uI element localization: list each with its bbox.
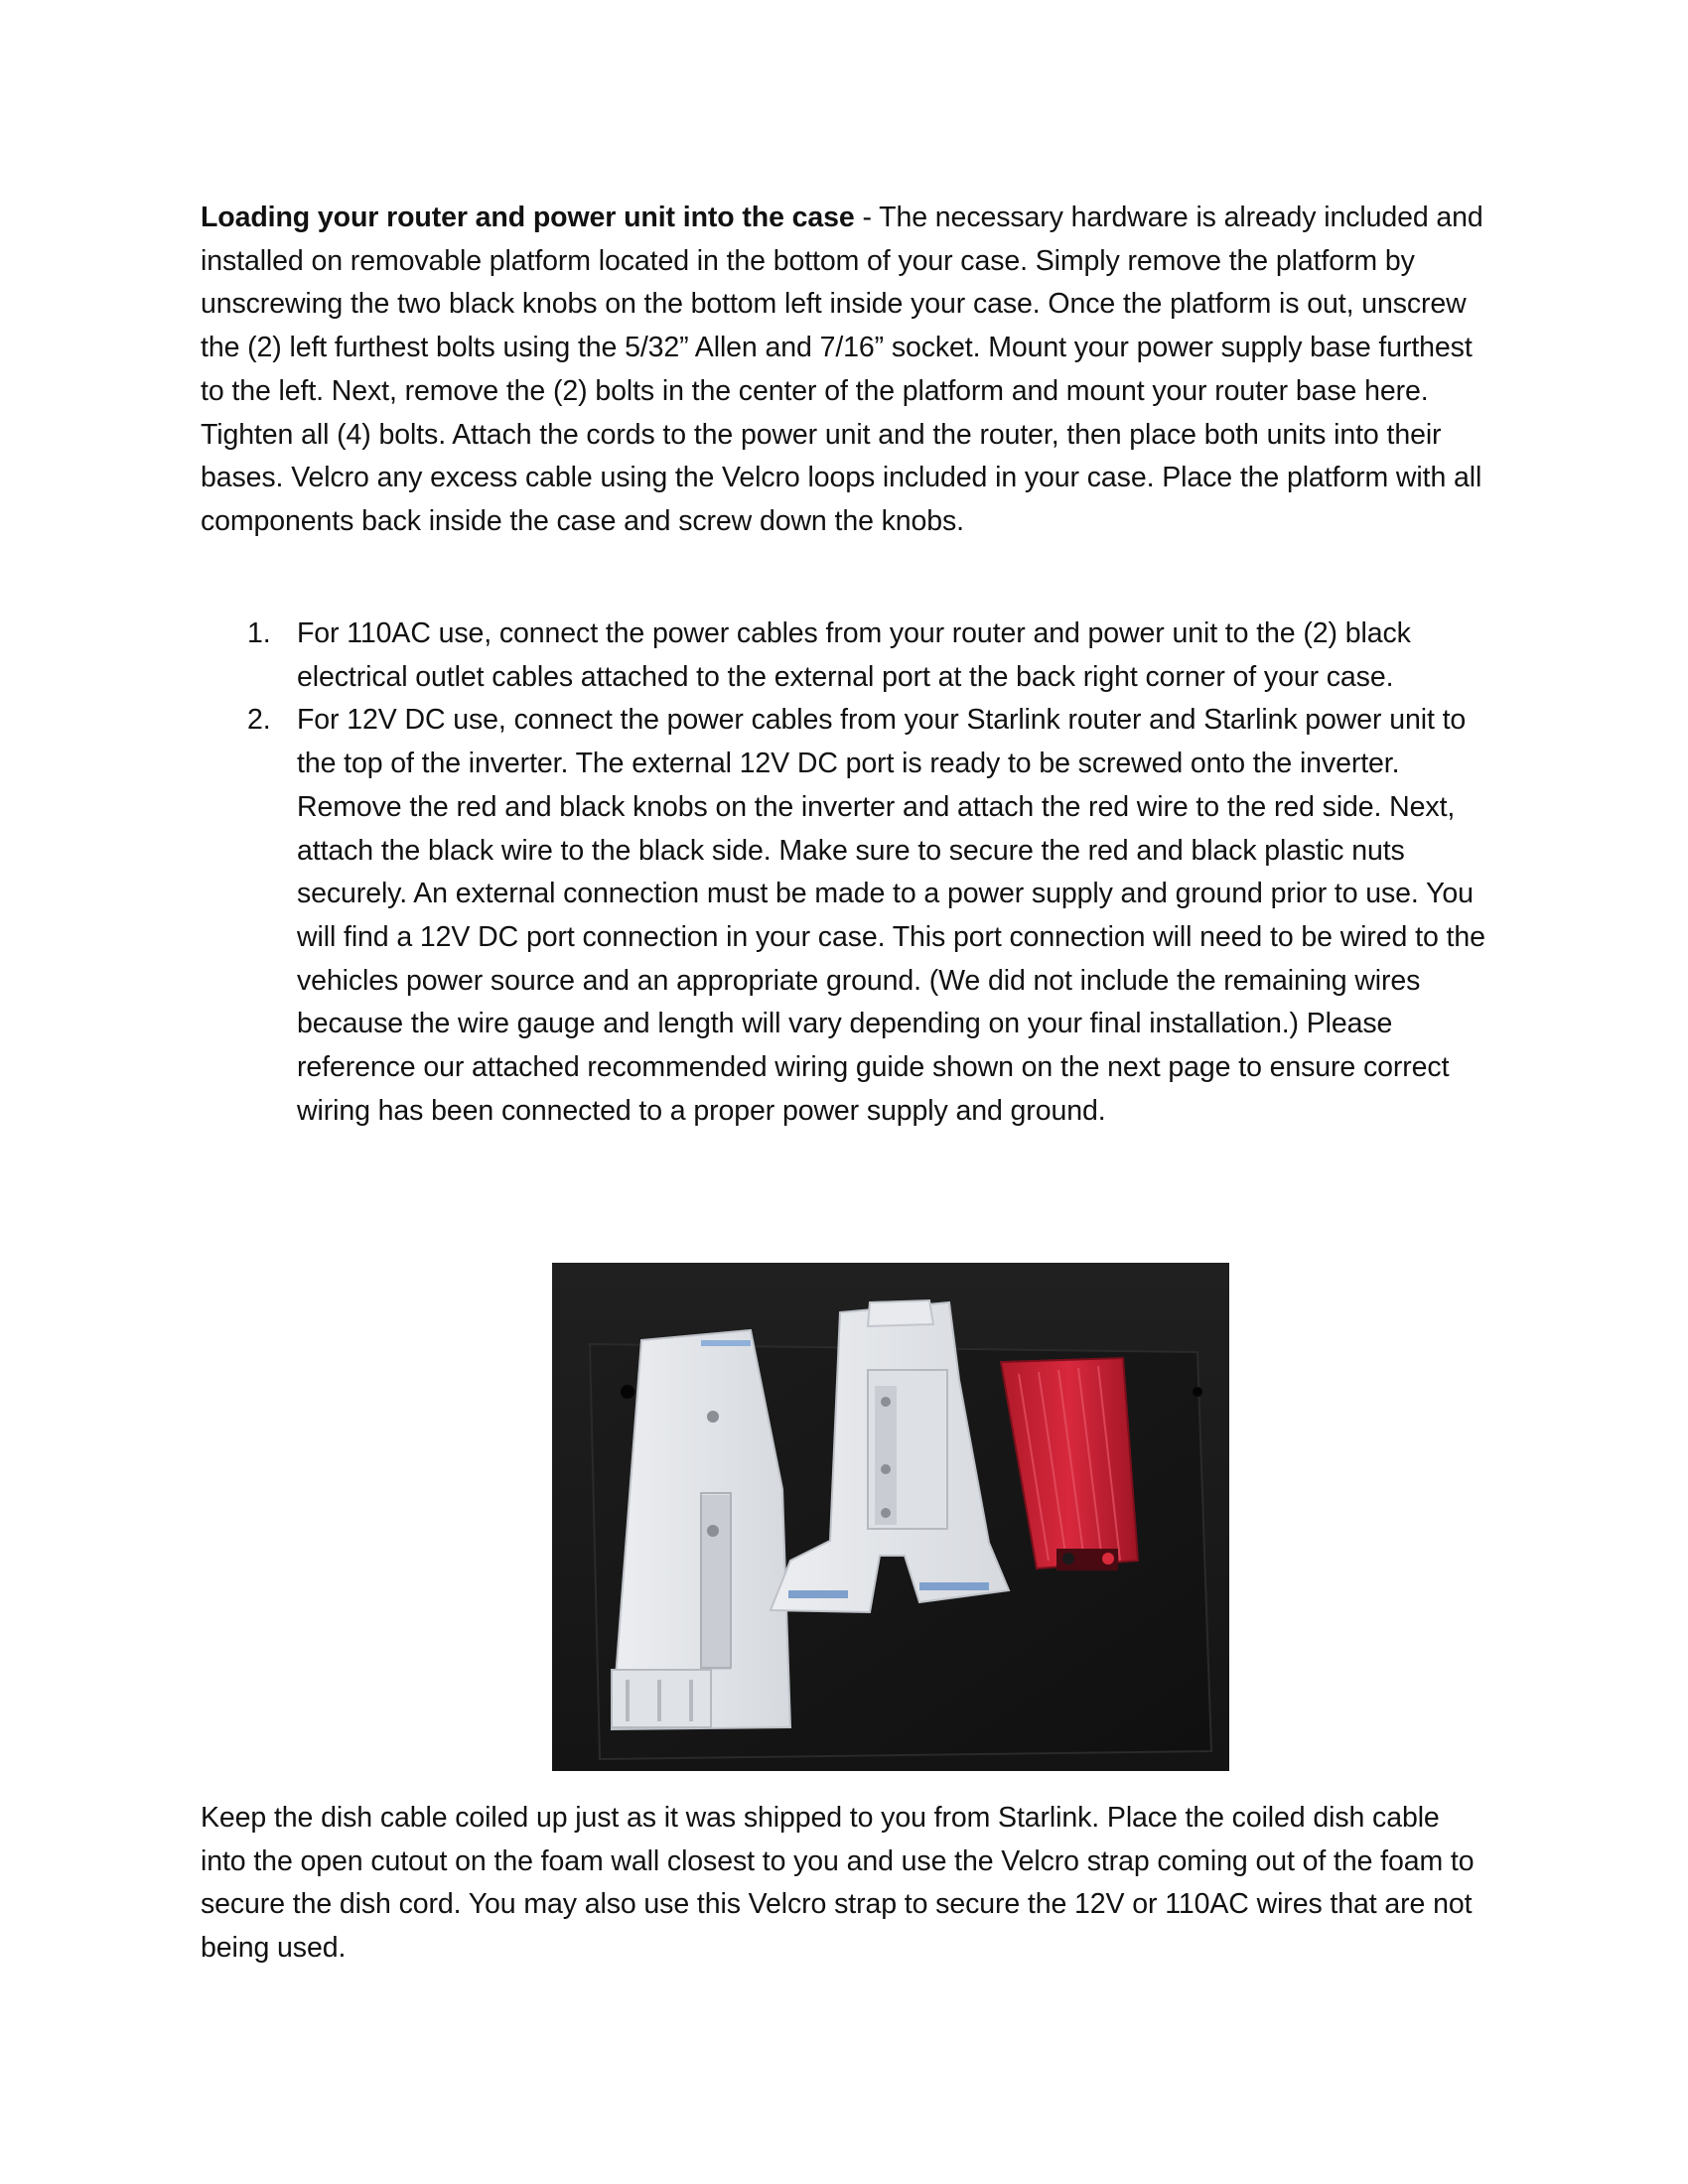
instruction-list xyxy=(201,613,1491,1133)
intro-body: - The necessary hardware is already included and installed on removable platform located in the bottom of your case. Simply remove the platform by unscrewing the two black knobs on the bottom left inside your case. Once the platform is out, unscrew the (2) left furthest bolts using the 5/32” Allen and 7/16” socket. Mount your power supply base furthest to the left. Next, remove the (2) bolts in the center of the platform and mount your router base here. Tighten all (4) bolts. Attach the cords to the power unit and the router, then place both units into their bases. Velcro any excess cable using the Velcro loops included in your case. Place the platform with all components back inside the case and screw down the knobs. xyxy=(201,202,1483,537)
list-item-text: For 12V DC use, connect the power cables from your Starlink router and Starlink power unit to the top of the inverter. The external 12V DC port is ready to be screwed onto the inverter. Remove the red and black knobs on the inverter and attach the red wire to the red side. Next, attach the black wire to the black side. Make sure to secure the red and black plastic nuts securely. An external connection must be made to a power supply and ground prior to use. You will find a 12V DC port connection in your case. This port connection will need to be wired to the vehicles power source and an appropriate ground. (We did not include the remaining wires because the wire gauge and length will vary depending on your final installation.) Please reference our attached recommended wiring guide shown on the next page to ensure correct wiring has been connected to a proper power supply and ground. xyxy=(297,704,1485,1127)
power-supply-base xyxy=(612,1330,790,1729)
closing-paragraph: Keep the dish cable coiled up just as it was shipped to you from Starlink. Place the coiled dish cable into the open cutout on the foam wall closest to you and use the Velcro strap coming out of the foam to secure the dish cord. You may also use this Velcro strap to secure the 12V or 110AC wires that are not being used. xyxy=(201,1802,1475,1965)
intro-paragraph xyxy=(201,197,1491,544)
list-item-number: 2. xyxy=(247,704,271,737)
platform-photo xyxy=(552,1263,1229,1771)
list-item-text: For 110AC use, connect the power cables from your router and power unit to the (2) black electrical outlet cables attached to the external port at the back right corner of your case. xyxy=(297,617,1411,693)
list-item-number: 1. xyxy=(247,617,271,649)
intro-heading: Loading your router and power unit into the case xyxy=(201,202,855,233)
list-item xyxy=(201,613,1491,699)
list-item xyxy=(201,699,1491,1133)
